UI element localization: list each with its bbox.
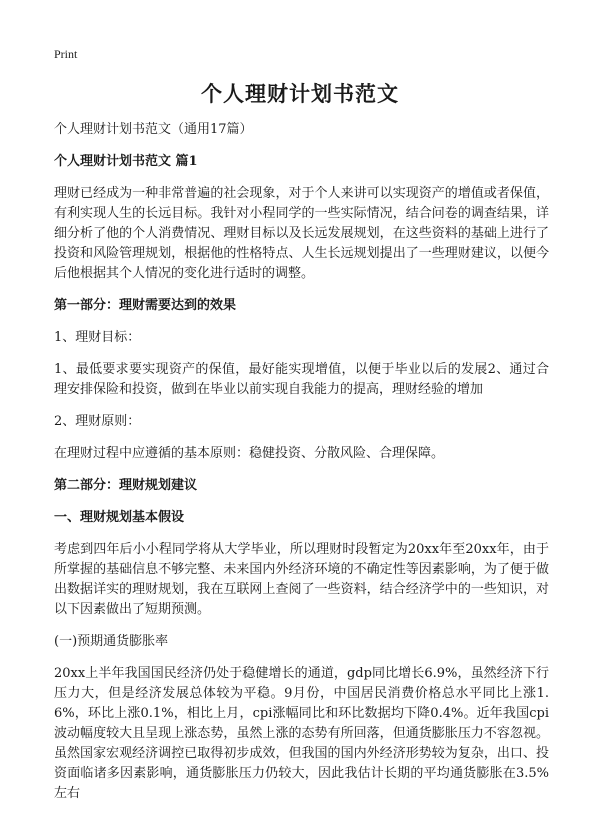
print-link[interactable]: Print: [54, 47, 78, 61]
part1-heading: 第一部分：理财需要达到的效果: [54, 298, 237, 313]
goal-paragraph: 1、最低要求要实现资产的保值，最好能实现增值，以便于毕业以后的发展2、通过合理安排保险和投资，做到在毕业以前实现自我能力的提高，理财经验的增加: [54, 362, 549, 397]
document-body: [54, 120, 549, 816]
part2-heading: 第二部分：理财规划建议: [54, 478, 198, 493]
assumption-paragraph: 考虑到四年后小小程同学将从大学毕业，所以理财时段暂定为20xx年至20xx年，由于所掌握的基础信息不够完整、未来国内外经济环境的不确定性等因素影响，为了便于做出数据详实的理财规划，我在互联网上查阅了一些资料，结合经济学中的一些知识，对以下因素做出了短期预测。: [54, 542, 549, 617]
section1-heading: 一、理财规划基本假设: [54, 510, 185, 525]
intro-paragraph: 理财已经成为一种非常普遍的社会现象，对于个人来讲可以实现资产的增值或者保值，有利实现人生的长远目标。我针对小程同学的一些实际情况，结合问卷的调查结果，详细分析了他的个人消费情况、理财目标以及长远发展规划，在这些资料的基础上进行了投资和风险管理规划，根据他的性格特点、人生长远规划提出了一些理财建议，以便今后他根据其个人情况的变化进行适时的调整。: [54, 186, 549, 281]
goal-label: 1、理财目标：: [54, 330, 141, 345]
article-heading: 个人理财计划书范文 篇1: [54, 154, 198, 169]
principle-label: 2、理财原则：: [54, 414, 141, 429]
subtitle: 个人理财计划书范文（通用17篇）: [54, 122, 253, 137]
inflation-subheading: (一)预期通货膨胀率: [54, 634, 169, 649]
inflation-paragraph: 20xx上半年我国国民经济仍处于稳健增长的通道，gdp同比增长6.9%，虽然经济下行压力大，但是经济发展总体较为平稳。9月份，中国居民消费价格总水平同比上涨1.6%，环比上涨0.1%，相比上月，cpi涨幅同比和环比数据均下降0.4%。近年我国cpi波动幅度较大且呈现上涨态势，虽然上涨的态势有所回落，但通货膨胀压力不容忽视。虽然国家宏观经济调控已取得初步成效，但我国的国内外经济形势较为复杂，出口、投资面临诸多因素影响，通货膨胀压力仍较大，因此我估计长期的平均通货膨胀在3.5%左右: [54, 666, 549, 801]
principle-paragraph: 在理财过程中应遵循的基本原则：稳健投资、分散风险、合理保障。: [54, 446, 445, 461]
page-title: 个人理财计划书范文: [201, 82, 399, 106]
